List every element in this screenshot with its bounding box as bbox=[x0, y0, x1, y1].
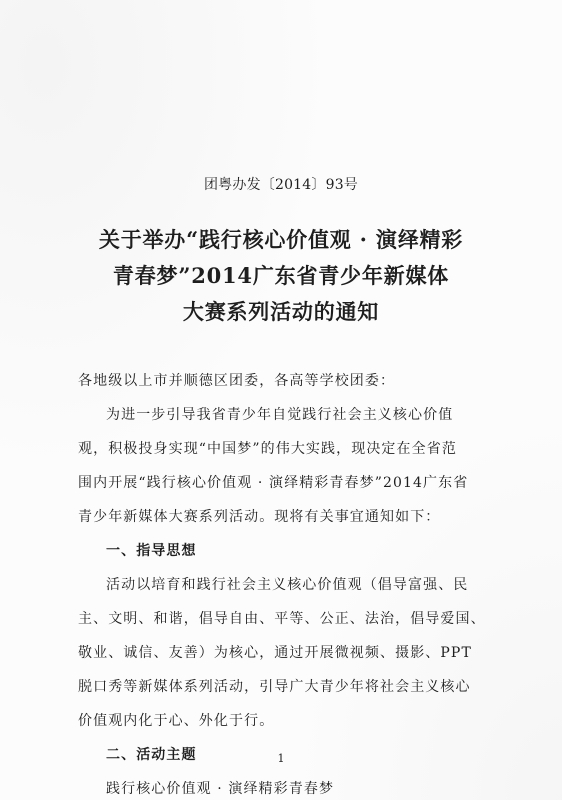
intro-line-4: 青少年新媒体大赛系列活动。现将有关事宜通知如下： bbox=[78, 509, 441, 525]
title-line-1: 关于举办“践行核心价值观 · 演绎精彩 bbox=[98, 227, 464, 252]
section-1-line-1: 活动以培育和践行社会主义核心价值观（倡导富强、民 bbox=[106, 577, 469, 593]
section-1-heading: 一、指导思想 bbox=[106, 543, 197, 559]
section-1-line-3: 敬业、诚信、友善）为核心，通过开展微视频、摄影、PPT bbox=[78, 645, 472, 661]
title-line-2: 青春梦”2014广东省青少年新媒体 bbox=[112, 263, 450, 288]
page-number: 1 bbox=[277, 752, 285, 765]
document-number: 团粤办发〔2014〕93号 bbox=[203, 177, 359, 193]
section-1-line-2: 主、文明、和谐，倡导自由、平等、公正、法治，倡导爱国、 bbox=[78, 611, 486, 627]
salutation: 各地级以上市并顺德区团委，各高等学校团委： bbox=[78, 373, 396, 389]
section-2-heading: 二、活动主题 bbox=[106, 747, 197, 763]
intro-line-1: 为进一步引导我省青少年自觉践行社会主义核心价值 bbox=[106, 407, 454, 423]
document-title bbox=[0, 222, 562, 330]
section-1-line-5: 价值观内化于心、外化于行。 bbox=[78, 713, 275, 729]
intro-line-3: 围内开展“践行核心价值观 · 演绎精彩青春梦”2014广东省 bbox=[78, 475, 469, 491]
section-1-line-4: 脱口秀等新媒体系列活动，引导广大青少年将社会主义核心 bbox=[78, 679, 471, 695]
title-line-3: 大赛系列活动的通知 bbox=[182, 299, 380, 324]
section-2-text: 践行核心价值观 · 演绎精彩青春梦 bbox=[106, 781, 335, 797]
intro-line-2: 观，积极投身实现“中国梦”的伟大实践，现决定在全省范 bbox=[78, 441, 457, 457]
